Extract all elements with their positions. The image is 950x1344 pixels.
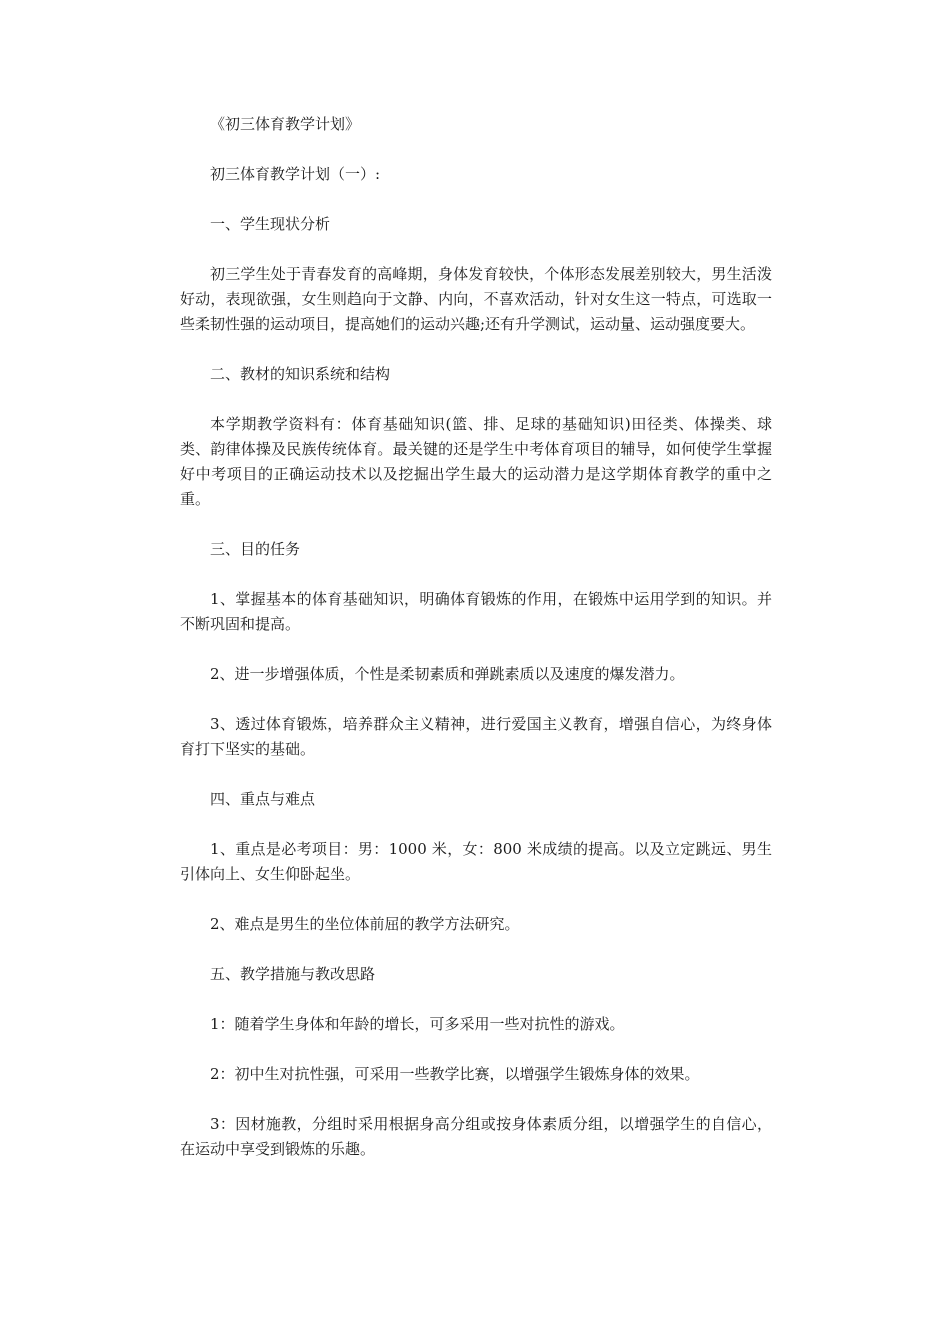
list-item: 1、掌握基本的体育基础知识，明确体育锻炼的作用，在锻炼中运用学到的知识。并不断巩固和提高。 (180, 590, 772, 633)
document-body (180, 112, 772, 1162)
section-heading-2: 二、教材的知识系统和结构 (210, 365, 391, 383)
list-item: 2、进一步增强体质，个性是柔韧素质和弹跳素质以及速度的爆发潜力。 (210, 665, 685, 683)
list-item: 2：初中生对抗性强，可采用一些教学比赛，以增强学生锻炼身体的效果。 (210, 1065, 700, 1083)
section-heading-4: 四、重点与难点 (210, 790, 316, 808)
list-item: 1：随着学生身体和年龄的增长，可多采用一些对抗性的游戏。 (210, 1015, 625, 1033)
paragraph: 本学期教学资料有：体育基础知识(篮、排、足球的基础知识)田径类、体操类、球类、韵律体操及民族传统体育。最关键的还是学生中考体育项目的辅导，如何使学生掌握好中考项目的正确运动技术以及挖掘出学生最大的运动潜力是这学期体育教学的重中之重。 (180, 415, 772, 508)
section-heading-3: 三、目的任务 (210, 540, 301, 558)
list-item: 2、难点是男生的坐位体前屈的教学方法研究。 (210, 915, 520, 933)
document-subtitle: 初三体育教学计划（一）: (210, 165, 381, 183)
section-heading-1: 一、学生现状分析 (210, 215, 331, 233)
list-item: 3、透过体育锻炼，培养群众主义精神，进行爱国主义教育，增强自信心，为终身体育打下坚实的基础。 (180, 715, 772, 758)
list-item: 1、重点是必考项目：男：1000 米，女：800 米成绩的提高。以及立定跳远、男生引体向上、女生仰卧起坐。 (180, 840, 772, 883)
section-heading-5: 五、教学措施与教改思路 (210, 965, 376, 983)
paragraph: 初三学生处于青春发育的高峰期，身体发育较快，个体形态发展差别较大，男生活泼好动，表现欲强，女生则趋向于文静、内向，不喜欢活动，针对女生这一特点，可选取一些柔韧性强的运动项目，提高她们的运动兴趣;还有升学测试，运动量、运动强度要大。 (180, 265, 772, 333)
document-title: 《初三体育教学计划》 (210, 115, 361, 133)
list-item: 3：因材施教，分组时采用根据身高分组或按身体素质分组，以增强学生的自信心，在运动中享受到锻炼的乐趣。 (180, 1115, 772, 1158)
